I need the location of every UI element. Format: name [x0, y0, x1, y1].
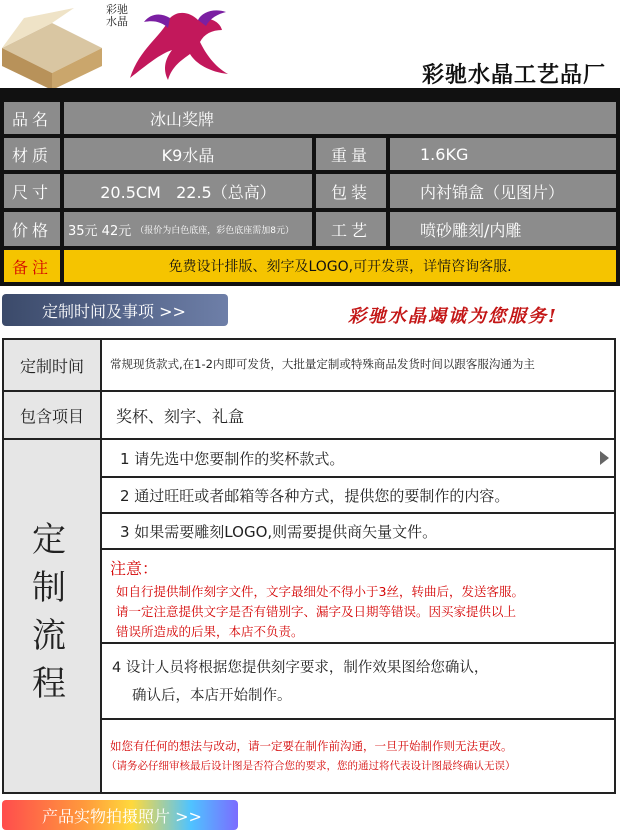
package-value: 内衬锦盒（见图片） — [390, 174, 616, 208]
name-value: 冰山奖牌 — [64, 102, 616, 134]
step4-line-2: 确认后，本店开始制作。 — [132, 688, 292, 704]
horse-logo-icon — [110, 8, 230, 88]
section-banner-photos — [2, 800, 238, 830]
price-value: 35元 42元 — [68, 223, 132, 239]
size-label: 尺寸 — [4, 174, 60, 208]
weight-value: 1.6KG — [390, 138, 616, 170]
page-title: 彩驰水晶工艺品厂 — [421, 63, 606, 88]
step1-text: 1 请先选中您要制作的奖杯款式。 — [120, 450, 345, 468]
info-table — [2, 338, 616, 794]
price-label: 价格 — [4, 212, 60, 246]
package-label: 包装 — [316, 174, 386, 208]
warning-cell — [102, 720, 614, 792]
warning-line-1: 如您有任何的想法与改动，请一定要在制作前沟通，一旦开始制作则无法更改。 — [110, 739, 513, 753]
header — [0, 0, 620, 98]
divider — [0, 88, 620, 98]
logo-text: 彩驰水晶 — [106, 3, 128, 28]
material-label: 材质 — [4, 138, 60, 170]
note-label: 备注 — [4, 250, 60, 282]
craft-label: 工艺 — [316, 212, 386, 246]
price-note: （报价为白色底座，彩色底座需加8元） — [135, 225, 294, 236]
process-label: 定 制 流 程 — [32, 520, 66, 704]
play-icon — [600, 451, 609, 465]
note-value: 免费设计排版、刻字及LOGO,可开发票，详情咨询客服. — [64, 250, 616, 282]
gift-box-logo — [2, 8, 102, 90]
price-cell — [64, 212, 312, 246]
step3-text: 3 如果需要雕刻LOGO,则需要提供商矢量文件。 — [120, 523, 438, 541]
step2-text: 2 通过旺旺或者邮箱等各种方式，提供您的要制作的内容。 — [120, 487, 510, 505]
time-label: 定制时间 — [20, 357, 85, 376]
time-value: 常规现货款式,在1-2内即可发货，大批量定制或特殊商品发货时间以跟客服沟通为主 — [110, 357, 535, 371]
material-value: K9水晶 — [64, 138, 312, 170]
include-label: 包含项目 — [20, 407, 85, 426]
step4-line-1: 4 设计人员将根据您提供刻字要求，制作效果图给您确认， — [112, 660, 489, 676]
slogan: 彩驰水晶竭诚为您服务! — [348, 306, 558, 327]
warning-line-2: （请务必仔细审核最后设计图是否符合您的要求，您的通过将代表设计图最终确认无误） — [106, 760, 516, 772]
notice-line-1: 如自行提供制作刻字文件，文字最细处不得小于3丝，转曲后，发送客服。 — [116, 584, 524, 599]
spec-table — [0, 98, 620, 286]
section-banner-custom — [2, 294, 228, 326]
section-title: 产品实物拍摄照片 >> — [42, 806, 202, 826]
include-value: 奖杯、刻字、礼盒 — [116, 407, 245, 426]
section-title: 定制时间及事项 >> — [42, 301, 186, 321]
name-label: 品名 — [4, 102, 60, 134]
notice-title: 注意： — [110, 559, 159, 578]
notice-line-2: 请一定注意提供文字是否有错别字、漏字及日期等错误。因买家提供以上 — [116, 604, 517, 619]
craft-value: 喷砂雕刻/内雕 — [390, 212, 616, 246]
weight-label: 重量 — [316, 138, 386, 170]
notice-line-3: 错误所造成的后果，本店不负责。 — [116, 624, 304, 639]
size-value: 20.5CM 22.5（总高） — [64, 174, 312, 208]
